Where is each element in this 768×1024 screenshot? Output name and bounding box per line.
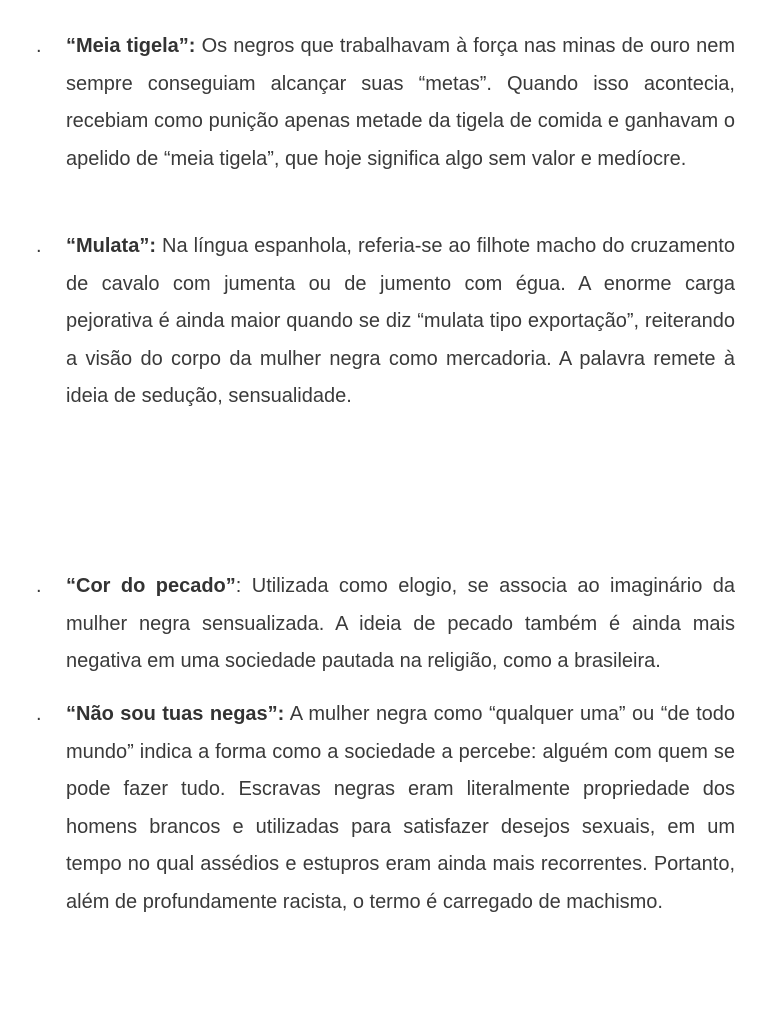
term-description: A mulher negra como “qualquer uma” ou “de todo mundo” indica a forma como a sociedade a percebe: alguém com quem se pode fazer tudo. Escravas negras eram literalmente propriedade dos homens brancos e utilizadas para satisfazer desejos sexuais, em um tempo no qual assédios e estupros eram ainda mais recorrentes. Portanto, além de profundamente racista, o termo é carregado de machismo.: [66, 703, 735, 913]
bullet-marker: .: [36, 35, 42, 57]
term-heading: “Meia tigela”:: [66, 35, 196, 57]
list-item-meia-tigela: [36, 28, 736, 178]
list-item-cor-do-pecado: [36, 568, 735, 681]
bullet-marker: .: [36, 235, 42, 257]
term-description: : Utilizada como elogio, se associa ao imaginário da mulher negra sensualizada. A ideia de pecado também é ainda mais negativa em uma sociedade pautada na religião, como a brasileira.: [66, 575, 735, 673]
term-heading: “Cor do pecado”: [66, 575, 236, 597]
bullet-marker: .: [36, 703, 42, 725]
term-description: Na língua espanhola, referia-se ao filhote macho do cruzamento de cavalo com jumenta ou de jumento com égua. A enorme carga pejorativa é ainda maior quando se diz “mulata tipo exportação”, reiterando a visão do corpo da mulher negra como mercadoria. A palavra remete à ideia de sedução, sensualidade.: [66, 235, 735, 408]
bullet-marker: .: [36, 575, 42, 597]
term-heading: “Mulata”:: [66, 235, 156, 257]
term-description: Os negros que trabalhavam à força nas minas de ouro nem sempre conseguiam alcançar suas “metas”. Quando isso acontecia, recebiam como punição apenas metade da tigela de comida e ganhavam o apelido de “meia tigela”, que hoje significa algo sem valor e medíocre.: [66, 35, 736, 170]
term-heading: “Não sou tuas negas”:: [66, 703, 285, 725]
list-item-mulata: [36, 228, 735, 416]
list-item-nao-sou-tuas-negas: [36, 696, 735, 922]
